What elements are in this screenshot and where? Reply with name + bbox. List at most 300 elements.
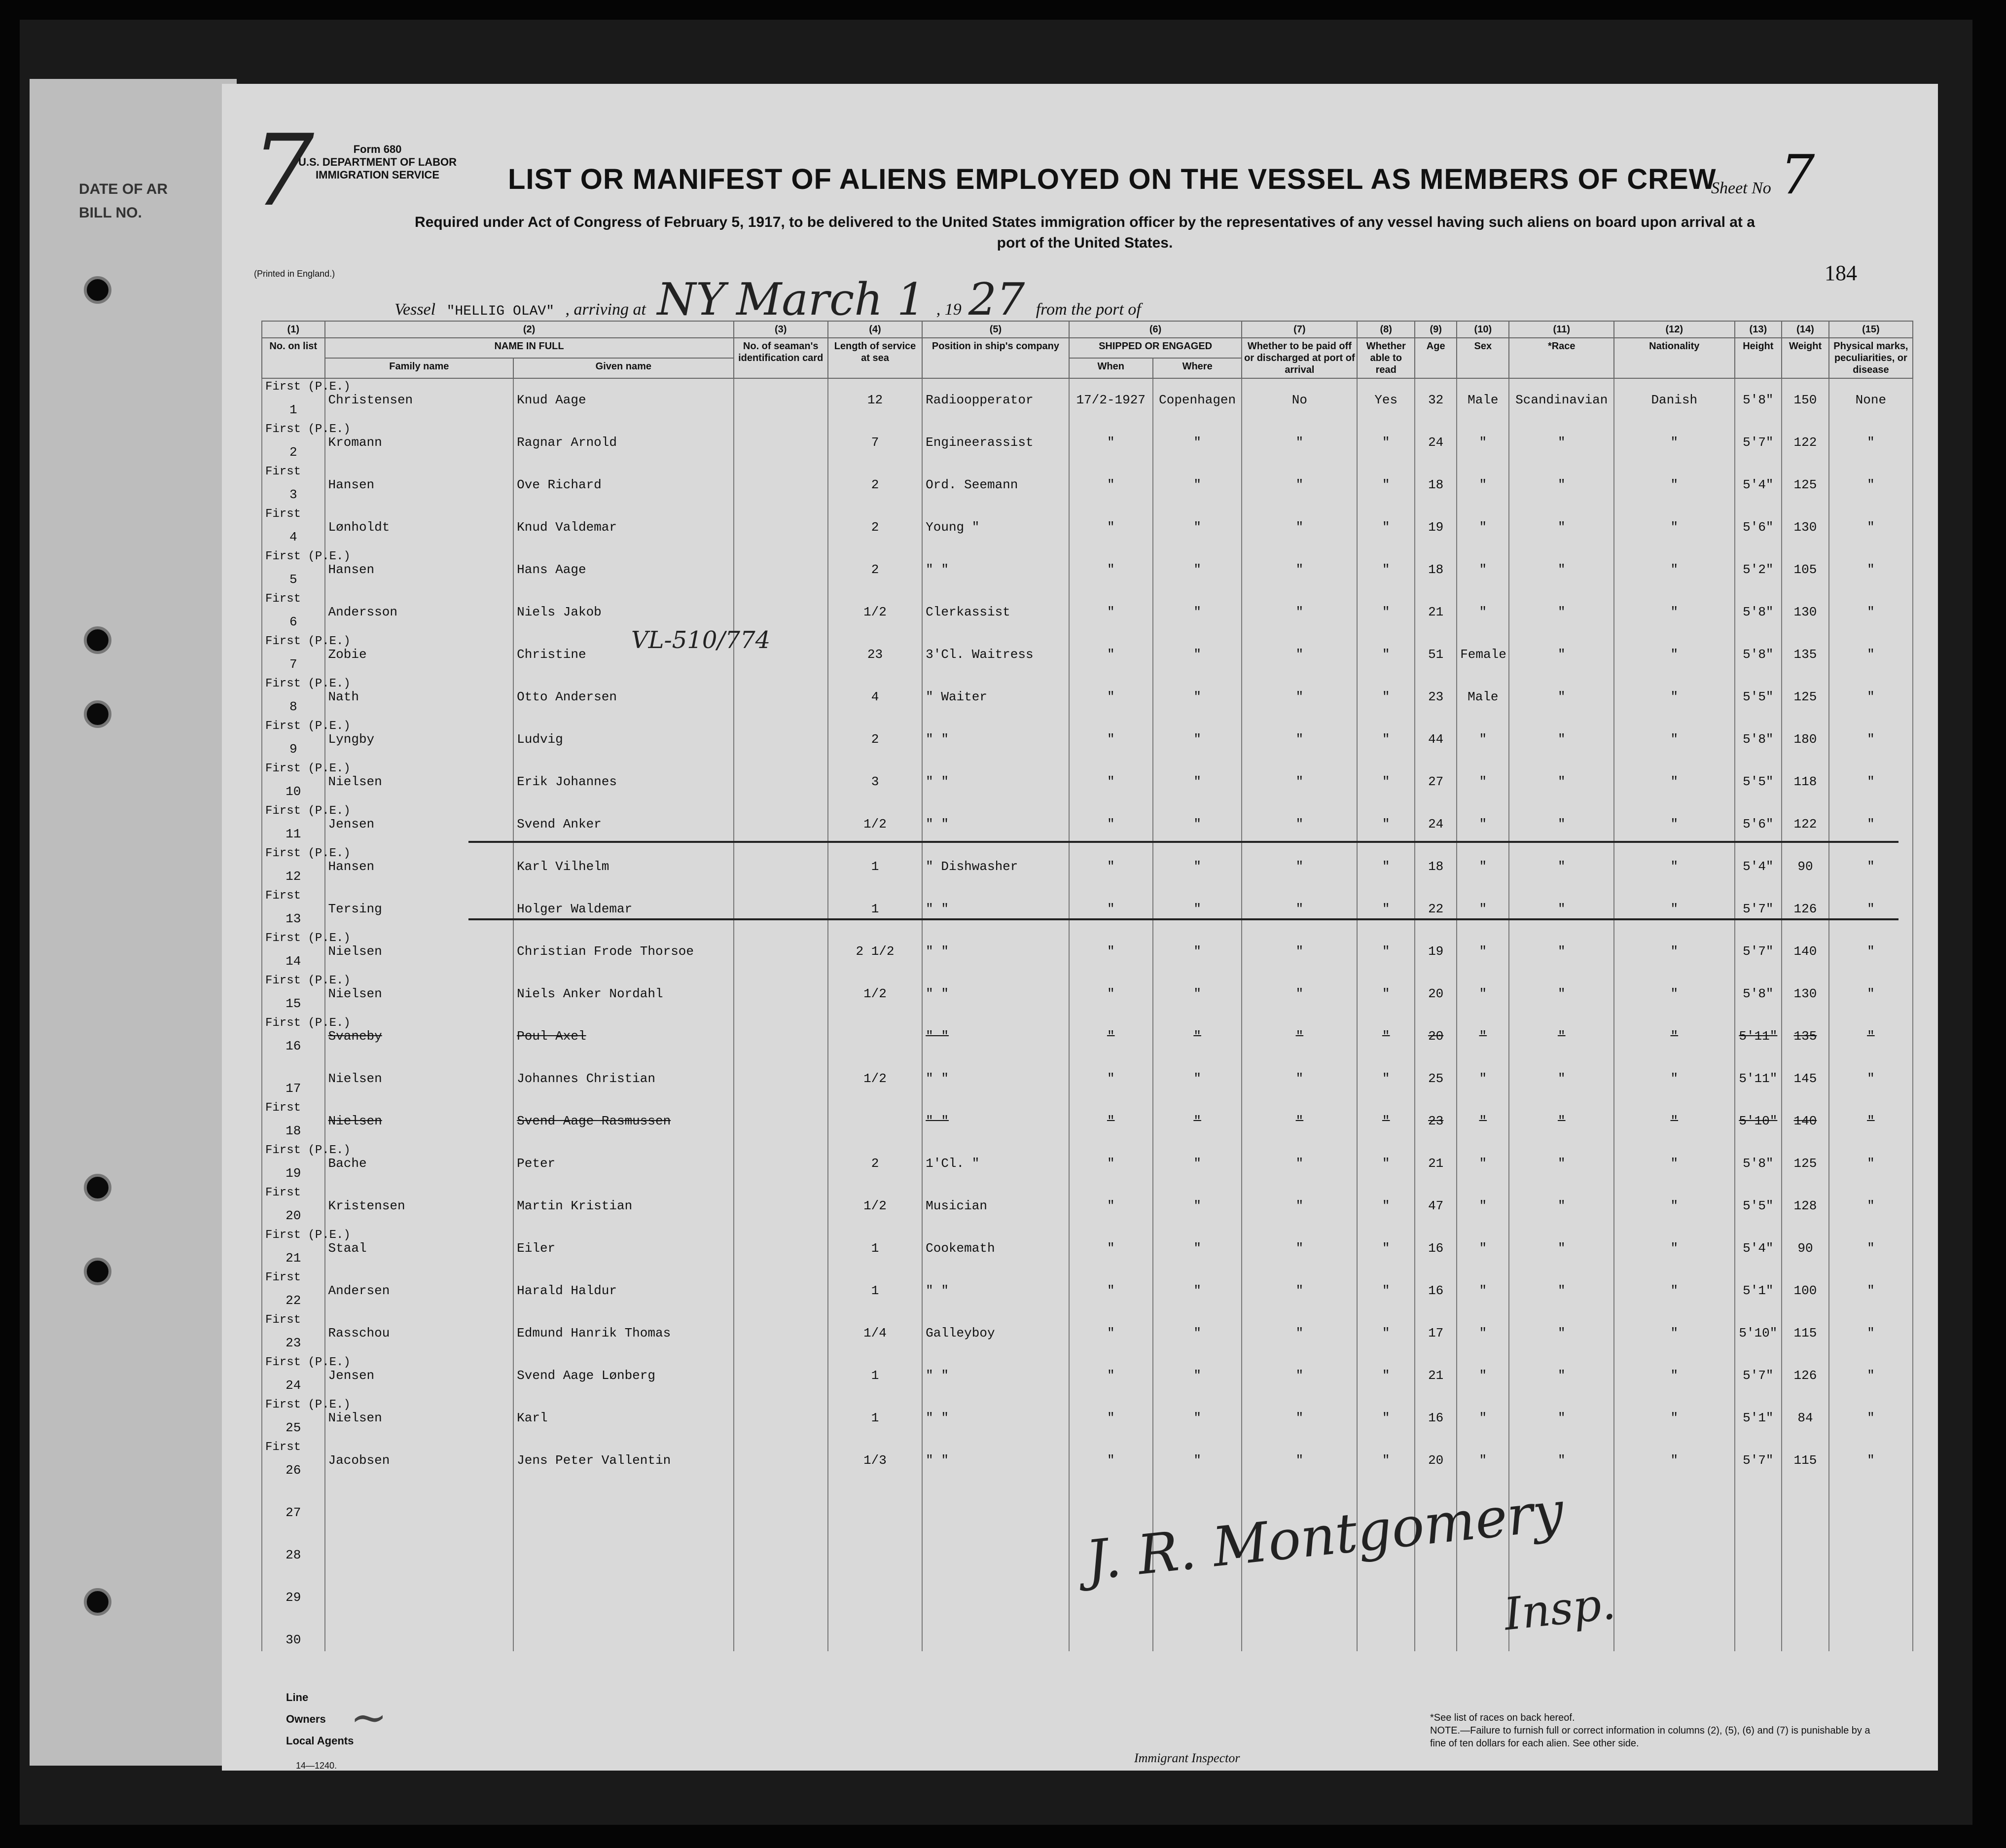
given-name-cell: Karl Vilhelm (513, 845, 733, 888)
service-length-cell: 1 (828, 888, 922, 930)
crew-table-container (261, 321, 1913, 1651)
id-card-cell (734, 506, 828, 548)
sex-cell: " (1457, 1354, 1509, 1397)
service-length-cell: 1 (828, 1227, 922, 1269)
height-cell: 5'4" (1735, 464, 1782, 506)
weight-cell: 140 (1782, 930, 1829, 973)
shipped-where-cell: " (1153, 1100, 1242, 1142)
nationality-cell: " (1614, 421, 1734, 464)
row-number: 6 (289, 615, 297, 629)
shipped-when-cell: " (1069, 930, 1153, 973)
paid-off-cell: " (1242, 1227, 1357, 1269)
position-cell: Musician (922, 1185, 1069, 1227)
row-number-cell (262, 1312, 325, 1354)
position-cell: " " (922, 1015, 1069, 1057)
crew-table (261, 321, 1913, 1651)
able-to-read-cell: " (1357, 464, 1415, 506)
race-cell: " (1509, 888, 1614, 930)
shipped-where-cell: " (1153, 1015, 1242, 1057)
row-number: 18 (286, 1123, 301, 1138)
row-number: 23 (286, 1336, 301, 1350)
race-cell: " (1509, 718, 1614, 761)
marks-cell: " (1829, 1397, 1913, 1439)
row-number: 22 (286, 1293, 301, 1308)
shipped-where-cell: " (1153, 1142, 1242, 1185)
race-cell: " (1509, 1439, 1614, 1482)
shipped-when-cell: " (1069, 1185, 1153, 1227)
row-number: 11 (286, 827, 301, 841)
footer-code: 14—1240. (296, 1761, 337, 1771)
position-cell: " " (922, 888, 1069, 930)
race-cell: " (1509, 1057, 1614, 1100)
printed-in: (Printed in England.) (254, 269, 335, 279)
shipped-where-cell: " (1153, 1057, 1242, 1100)
family-name-cell: Jacobsen (325, 1439, 514, 1482)
weight-cell: 100 (1782, 1269, 1829, 1312)
position-cell: " " (922, 1100, 1069, 1142)
col-weight: Weight (1782, 338, 1829, 378)
family-name-cell: Bache (325, 1142, 514, 1185)
shipped-when-cell (1069, 1482, 1153, 1524)
row-number: 4 (289, 530, 297, 544)
sex-cell: " (1457, 888, 1509, 930)
marks-cell: " (1829, 1015, 1913, 1057)
shipped-when-cell: " (1069, 1227, 1153, 1269)
weight-cell: 128 (1782, 1185, 1829, 1227)
arrival-date: March 1 (736, 274, 926, 326)
weight-cell: 130 (1782, 591, 1829, 633)
vessel-name: "HELLIG OLAV" (446, 304, 555, 319)
table-row (262, 1227, 1913, 1269)
binder-hole (84, 626, 111, 654)
age-cell (1415, 1609, 1457, 1651)
service-length-cell: 1/2 (828, 973, 922, 1015)
shipped-when-cell: " (1069, 421, 1153, 464)
age-cell: 18 (1415, 845, 1457, 888)
class-label: First (265, 1441, 301, 1454)
row-number: 26 (286, 1463, 301, 1478)
column-header-row (262, 338, 1913, 358)
col-length-of-service: Length of service at sea (828, 338, 922, 378)
weight-cell: 125 (1782, 1142, 1829, 1185)
col-position: Position in ship's company (922, 338, 1069, 378)
weight-cell: 150 (1782, 378, 1829, 421)
row-number: 13 (286, 911, 301, 926)
marks-cell: " (1829, 973, 1913, 1015)
id-card-cell (734, 676, 828, 718)
service-length-cell (828, 1524, 922, 1566)
given-name-cell: Martin Kristian (513, 1185, 733, 1227)
table-row (262, 1015, 1913, 1057)
weight-cell: 135 (1782, 1015, 1829, 1057)
given-name-cell: Ove Richard (513, 464, 733, 506)
class-label: First (P.E.) (265, 1356, 351, 1369)
shipped-when-cell: " (1069, 1057, 1153, 1100)
position-cell: Galleyboy (922, 1312, 1069, 1354)
weight-cell: 130 (1782, 973, 1829, 1015)
sheet-number: Sheet No 7 (1711, 143, 1815, 206)
row-number: 20 (286, 1208, 301, 1223)
paid-off-cell: " (1242, 464, 1357, 506)
able-to-read-cell: " (1357, 930, 1415, 973)
age-cell: 16 (1415, 1269, 1457, 1312)
id-card-cell (734, 548, 828, 591)
table-row (262, 1185, 1913, 1227)
id-card-cell (734, 1057, 828, 1100)
row-number-cell (262, 1609, 325, 1651)
position-cell: " " (922, 761, 1069, 803)
class-label: First (P.E.) (265, 847, 351, 860)
nationality-cell: " (1614, 761, 1734, 803)
row-number: 24 (286, 1378, 301, 1393)
shipped-when-cell: " (1069, 1397, 1153, 1439)
given-name-cell (513, 1524, 733, 1566)
id-card-cell (734, 973, 828, 1015)
shipped-where-cell: " (1153, 845, 1242, 888)
paid-off-cell: " (1242, 1142, 1357, 1185)
table-row (262, 548, 1913, 591)
family-name-cell: Kristensen (325, 1185, 514, 1227)
shipped-where-cell: Copenhagen (1153, 378, 1242, 421)
height-cell: 5'8" (1735, 633, 1782, 676)
paid-off-cell: " (1242, 1185, 1357, 1227)
sex-cell: " (1457, 1142, 1509, 1185)
nationality-cell (1614, 1609, 1734, 1651)
id-card-cell (734, 1269, 828, 1312)
given-name-cell: Poul Axel (513, 1015, 733, 1057)
family-name-cell: Nielsen (325, 761, 514, 803)
paid-off-cell: " (1242, 591, 1357, 633)
height-cell: 5'6" (1735, 506, 1782, 548)
table-row (262, 464, 1913, 506)
row-number-cell (262, 1269, 325, 1312)
table-row (262, 591, 1913, 633)
marks-cell: " (1829, 718, 1913, 761)
height-cell: 5'5" (1735, 761, 1782, 803)
given-name-cell: Harald Haldur (513, 1269, 733, 1312)
shipped-where-cell: " (1153, 761, 1242, 803)
table-row (262, 1312, 1913, 1354)
able-to-read-cell: " (1357, 718, 1415, 761)
race-cell: " (1509, 973, 1614, 1015)
page-number: 184 (1825, 261, 1857, 285)
able-to-read-cell: " (1357, 591, 1415, 633)
height-cell: 5'6" (1735, 803, 1782, 845)
position-cell (922, 1566, 1069, 1609)
service-length-cell: 1 (828, 1397, 922, 1439)
nationality-cell (1614, 1524, 1734, 1566)
family-name-cell: Hansen (325, 845, 514, 888)
given-name-cell: Svend Aage Rasmussen (513, 1100, 733, 1142)
row-number-cell (262, 378, 351, 421)
paid-off-cell: No (1242, 378, 1357, 421)
shipped-where-cell: " (1153, 676, 1242, 718)
able-to-read-cell: " (1357, 803, 1415, 845)
weight-cell: 118 (1782, 761, 1829, 803)
page-title: LIST OR MANIFEST OF ALIENS EMPLOYED ON THE VESSEL AS MEMBERS OF CREW (508, 163, 1717, 195)
marks-cell: " (1829, 1100, 1913, 1142)
row-number-cell (262, 421, 351, 464)
weight-cell: 145 (1782, 1057, 1829, 1100)
arrival-port: NY (657, 274, 725, 326)
shipped-where-cell: " (1153, 1439, 1242, 1482)
able-to-read-cell: " (1357, 633, 1415, 676)
height-cell: 5'5" (1735, 676, 1782, 718)
table-row (262, 803, 1913, 845)
class-label: First (265, 1186, 301, 1199)
family-name-cell: Nielsen (325, 1057, 514, 1100)
shipped-when-cell: " (1069, 1142, 1153, 1185)
underlying-page (30, 79, 237, 1766)
paid-off-cell: " (1242, 1269, 1357, 1312)
id-card-cell (734, 1227, 828, 1269)
marks-cell: " (1829, 591, 1913, 633)
nationality-cell: " (1614, 548, 1734, 591)
marks-cell: " (1829, 888, 1913, 930)
id-card-cell (734, 718, 828, 761)
sex-cell: Male (1457, 378, 1509, 421)
id-card-cell (734, 1566, 828, 1609)
class-label: First (P.E.) (265, 720, 351, 733)
service-length-cell: 2 (828, 506, 922, 548)
family-name-cell: Nielsen (325, 973, 514, 1015)
family-name-cell: Hansen (325, 464, 514, 506)
family-name-cell: Nielsen (325, 1100, 514, 1142)
race-cell: " (1509, 1312, 1614, 1354)
id-card-cell (734, 1354, 828, 1397)
height-cell: 5'8" (1735, 591, 1782, 633)
family-name-cell (325, 1524, 514, 1566)
position-cell: " " (922, 1269, 1069, 1312)
family-name-cell (325, 1482, 514, 1524)
col-paid-off: Whether to be paid off or discharged at port of arrival (1242, 338, 1357, 378)
service-length-cell: 7 (828, 421, 922, 464)
marks-cell: " (1829, 1269, 1913, 1312)
family-name-cell (325, 1609, 514, 1651)
nationality-cell: " (1614, 973, 1734, 1015)
height-cell: 5'8" (1735, 973, 1782, 1015)
position-cell: " " (922, 1354, 1069, 1397)
race-cell: " (1509, 1015, 1614, 1057)
back-stamp: DATE OF AR BILL NO. (79, 181, 168, 221)
marks-cell: " (1829, 1354, 1913, 1397)
row-number: 3 (289, 487, 297, 502)
race-cell: " (1509, 803, 1614, 845)
service-length-cell: 1/2 (828, 1057, 922, 1100)
position-cell: " " (922, 973, 1069, 1015)
shipped-when-cell: " (1069, 1312, 1153, 1354)
able-to-read-cell: " (1357, 1312, 1415, 1354)
given-name-cell: Edmund Hanrik Thomas (513, 1312, 733, 1354)
row-number: 17 (286, 1081, 301, 1096)
id-card-cell (734, 1524, 828, 1566)
position-cell: 3'Cl. Waitress (922, 633, 1069, 676)
position-cell: " " (922, 1439, 1069, 1482)
id-card-cell (734, 888, 828, 930)
class-label: First (P.E.) (265, 974, 351, 987)
position-cell: " Dishwasher (922, 845, 1069, 888)
shipped-where-cell: " (1153, 1269, 1242, 1312)
marks-cell: " (1829, 845, 1913, 888)
col-age: Age (1415, 338, 1457, 378)
service-length-cell (828, 1609, 922, 1651)
row-number-cell (262, 464, 325, 506)
nationality-cell: " (1614, 1015, 1734, 1057)
service-length-cell: 2 (828, 718, 922, 761)
paid-off-cell: " (1242, 1312, 1357, 1354)
able-to-read-cell: " (1357, 845, 1415, 888)
row-number: 30 (286, 1632, 301, 1647)
height-cell (1735, 1609, 1782, 1651)
paid-off-cell: " (1242, 888, 1357, 930)
marks-cell: " (1829, 1057, 1913, 1100)
family-name-cell: Jensen (325, 803, 514, 845)
given-name-cell: Johannes Christian (513, 1057, 733, 1100)
table-row (262, 378, 1913, 421)
row-number-cell (262, 1482, 325, 1524)
family-name-cell: Tersing (325, 888, 514, 930)
age-cell: 20 (1415, 1439, 1457, 1482)
position-cell: Clerkassist (922, 591, 1069, 633)
binder-hole (84, 276, 111, 304)
shipped-where-cell: " (1153, 1397, 1242, 1439)
row-number-cell (262, 506, 325, 548)
sex-cell: " (1457, 1015, 1509, 1057)
shipped-when-cell: " (1069, 1269, 1153, 1312)
age-cell: 32 (1415, 378, 1457, 421)
sex-cell: " (1457, 421, 1509, 464)
col-nationality: Nationality (1614, 338, 1734, 378)
footer-note: *See list of races on back hereof. NOTE.—Failure to furnish full or correct information in columns (2), (5), (6) and (7) is punishable by a fine of ten dollars for each alien. See other side. (1430, 1712, 1870, 1749)
weight-cell: 105 (1782, 548, 1829, 591)
paid-off-cell: " (1242, 676, 1357, 718)
class-label: First (265, 592, 301, 606)
able-to-read-cell: " (1357, 888, 1415, 930)
shipped-where-cell: " (1153, 464, 1242, 506)
id-card-cell (734, 1185, 828, 1227)
nationality-cell: " (1614, 1100, 1734, 1142)
service-length-cell: 1 (828, 1354, 922, 1397)
position-cell (922, 1609, 1069, 1651)
table-row (262, 1354, 1913, 1397)
age-cell (1415, 1566, 1457, 1609)
able-to-read-cell: " (1357, 761, 1415, 803)
given-name-cell: Knud Aage (513, 378, 733, 421)
class-label: First (P.E.) (265, 423, 351, 436)
row-number-cell (262, 888, 325, 930)
nationality-cell: " (1614, 888, 1734, 930)
age-cell: 47 (1415, 1185, 1457, 1227)
family-name-cell: Hansen (325, 548, 514, 591)
marks-cell: " (1829, 761, 1913, 803)
sex-cell: " (1457, 930, 1509, 973)
column-number-row: (1) (2) (3) (4) (5) (6) (7) (8) (9) (10) (11) (12) (13) (14) (15) (262, 321, 1913, 338)
race-cell: " (1509, 633, 1614, 676)
service-length-cell: 1/3 (828, 1439, 922, 1482)
race-cell: " (1509, 1397, 1614, 1439)
row-number-cell (262, 718, 351, 761)
age-cell: 16 (1415, 1227, 1457, 1269)
shipped-where-cell: " (1153, 506, 1242, 548)
age-cell: 21 (1415, 591, 1457, 633)
age-cell: 22 (1415, 888, 1457, 930)
nationality-cell: " (1614, 1057, 1734, 1100)
family-name-cell: Jensen (325, 1354, 514, 1397)
id-card-cell (734, 1397, 828, 1439)
shipped-where-cell: " (1153, 1185, 1242, 1227)
height-cell: 5'1" (1735, 1397, 1782, 1439)
given-name-cell: Svend Aage Lønberg (513, 1354, 733, 1397)
age-cell: 21 (1415, 1142, 1457, 1185)
given-name-cell: Holger Waldemar (513, 888, 733, 930)
class-label: First (265, 465, 301, 478)
nationality-cell: " (1614, 464, 1734, 506)
height-cell: 5'8" (1735, 378, 1782, 421)
given-name-cell (513, 1566, 733, 1609)
class-label: First (265, 889, 301, 903)
id-card-cell (734, 1015, 828, 1057)
table-row (262, 718, 1913, 761)
nationality-cell: " (1614, 718, 1734, 761)
sex-cell: " (1457, 803, 1509, 845)
position-cell: Engineerassist (922, 421, 1069, 464)
form-header: Form 680 U.S. DEPARTMENT OF LABOR IMMIGRATION SERVICE (298, 143, 457, 181)
weight-cell: 140 (1782, 1100, 1829, 1142)
able-to-read-cell: Yes (1357, 378, 1415, 421)
paid-off-cell: " (1242, 803, 1357, 845)
given-name-cell: Peter (513, 1142, 733, 1185)
sex-cell: " (1457, 1269, 1509, 1312)
binder-hole (84, 1588, 111, 1616)
position-cell: " " (922, 548, 1069, 591)
height-cell: 5'7" (1735, 930, 1782, 973)
age-cell: 24 (1415, 803, 1457, 845)
shipped-where-cell: " (1153, 421, 1242, 464)
col-physical-marks: Physical marks, peculiarities, or disease (1829, 338, 1913, 378)
able-to-read-cell (1357, 1566, 1415, 1609)
handwritten-number: 7 (251, 113, 315, 228)
row-number: 7 (289, 657, 297, 672)
family-name-cell: Andersson (325, 591, 514, 633)
service-length-cell: 1/2 (828, 803, 922, 845)
paid-off-cell: " (1242, 1397, 1357, 1439)
family-name-cell: Christensen (325, 378, 514, 421)
age-cell: 17 (1415, 1312, 1457, 1354)
col-family-name: Family name (325, 358, 514, 378)
table-row (262, 506, 1913, 548)
given-name-cell: Hans Aage (513, 548, 733, 591)
race-cell: " (1509, 548, 1614, 591)
height-cell: 5'4" (1735, 1227, 1782, 1269)
service-length-cell (828, 1015, 922, 1057)
nationality-cell: " (1614, 1269, 1734, 1312)
height-cell: 5'5" (1735, 1185, 1782, 1227)
table-row (262, 1482, 1913, 1524)
shipped-where-cell: " (1153, 1354, 1242, 1397)
nationality-cell: " (1614, 1439, 1734, 1482)
id-card-cell (734, 803, 828, 845)
able-to-read-cell: " (1357, 506, 1415, 548)
given-name-cell: Niels Jakob (513, 591, 733, 633)
binder-hole (84, 1174, 111, 1201)
shipped-when-cell: " (1069, 1015, 1153, 1057)
shipped-when-cell: " (1069, 888, 1153, 930)
position-cell: Radioopperator (922, 378, 1069, 421)
sex-cell: " (1457, 1227, 1509, 1269)
height-cell: 5'7" (1735, 1439, 1782, 1482)
id-card-cell (734, 1609, 828, 1651)
height-cell (1735, 1566, 1782, 1609)
